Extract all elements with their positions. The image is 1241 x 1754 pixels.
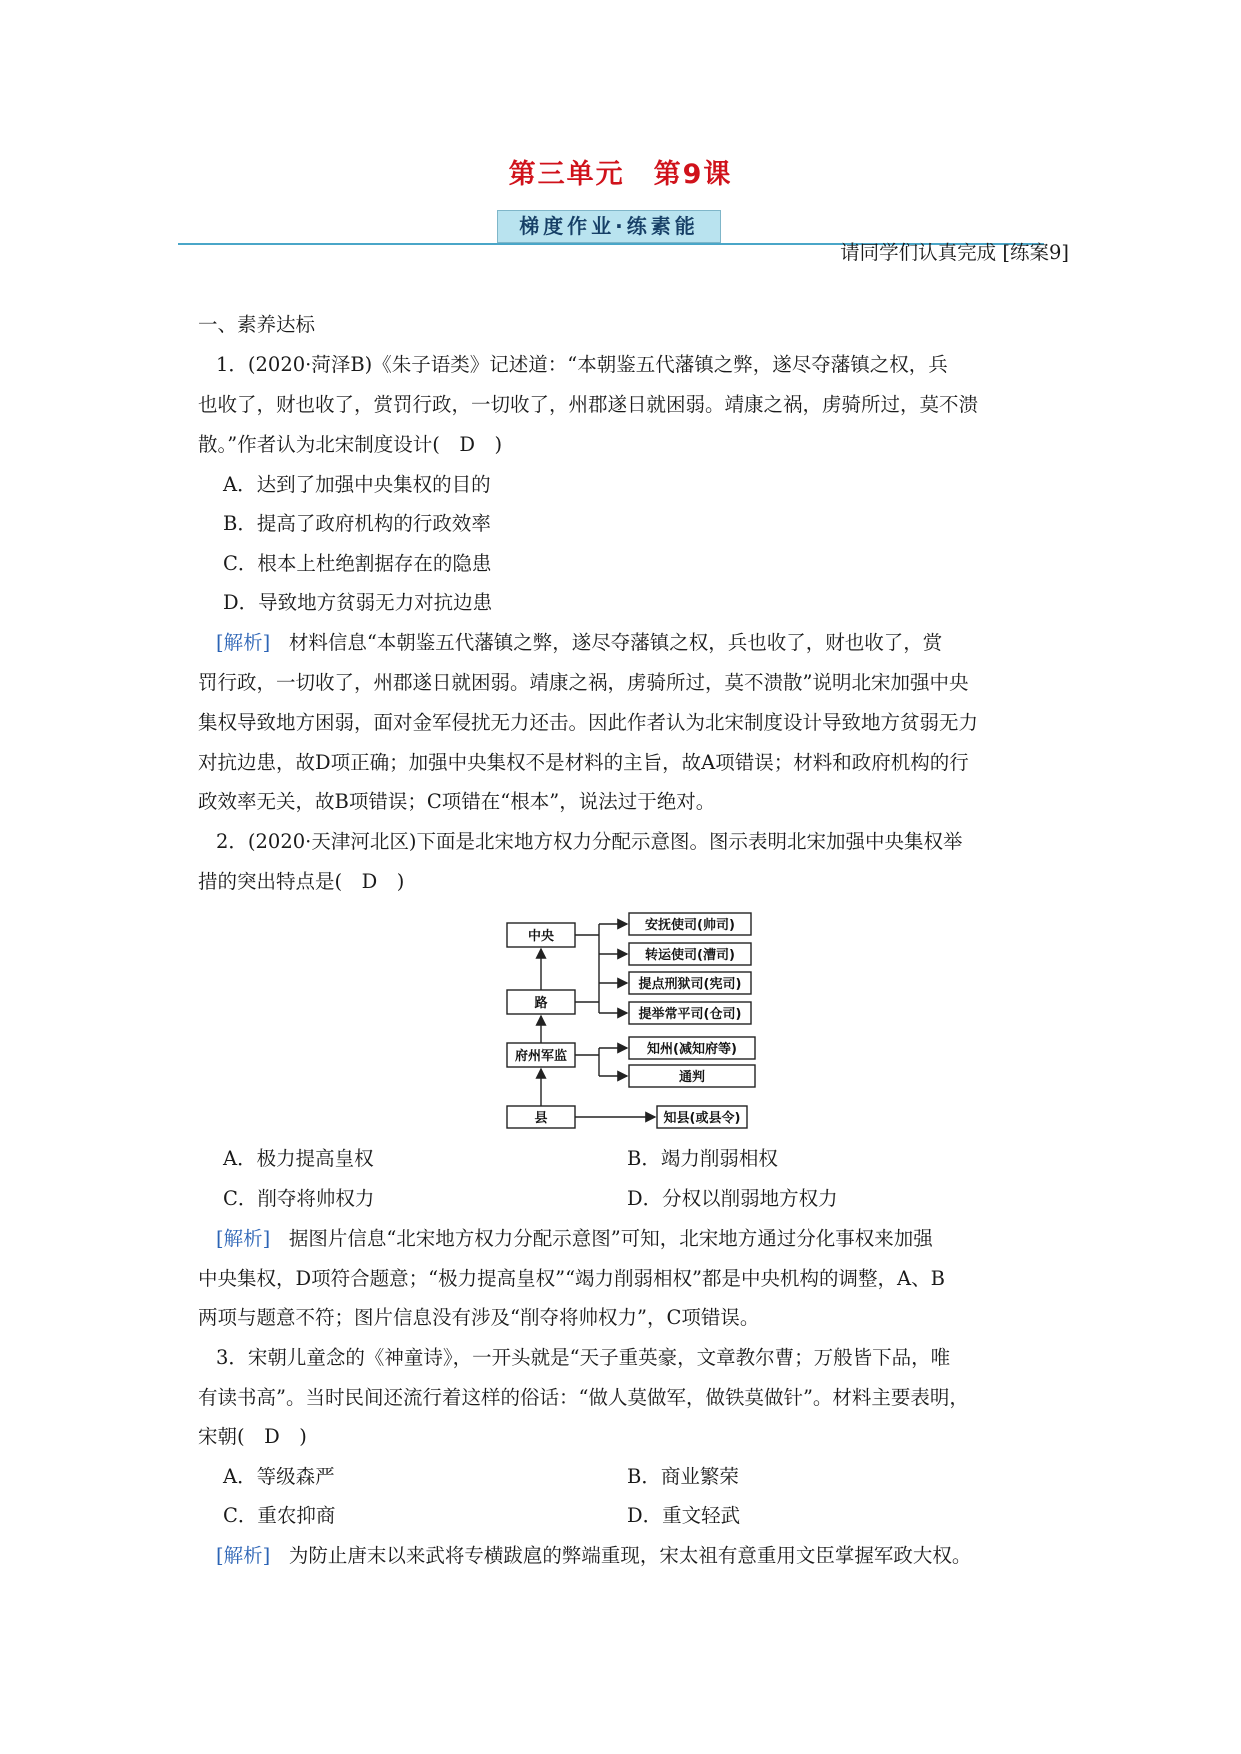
q1-analysis-line: 集权导致地方困弱，面对金军侵扰无力还击。因此作者认为北宋制度设计导致地方贫弱无力: [198, 711, 979, 734]
q1-option-b: B．提高了政府机构的行政效率: [223, 512, 491, 535]
analysis-tag: [解析]: [216, 1227, 271, 1250]
q1-analysis-line: 罚行政，一切收了，州郡遂日就困弱。靖康之祸，虏骑所过，莫不溃散”说明北宋加强中央: [198, 671, 969, 694]
page-title: 第三单元 第9课: [508, 159, 733, 190]
diagram-fu-office: 通判: [678, 1070, 706, 1085]
assignment-note: 请同学们认真完成 [练案9]: [840, 241, 1069, 264]
q3-line: 宋朝( D ): [198, 1425, 307, 1448]
q3-option-b: B．商业繁荣: [627, 1465, 739, 1488]
q1-line: 也收了，财也收了，赏罚行政，一切收了，州郡遂日就困弱。靖康之祸，虏骑所过，莫不溃: [198, 393, 979, 416]
q1-analysis: [216, 630, 942, 656]
diagram-fu-office: 知州(减知府等): [647, 1042, 737, 1057]
q3-line: 有读书高”。当时民间还流行着这样的俗话：“做人莫做军，做铁莫做针”。材料主要表明，: [198, 1386, 969, 1409]
diagram-node-central: 中央: [527, 929, 555, 944]
q3-option-c: C．重农抑商: [223, 1504, 336, 1527]
q1-option-a: A．达到了加强中央集权的目的: [223, 473, 491, 496]
diagram-lu-office: 提举常平司(仓司): [638, 1007, 742, 1022]
q2-option-a: A．极力提高皇权: [223, 1147, 374, 1170]
diagram-node-xian: 县: [534, 1111, 548, 1126]
diagram-lu-office: 转运使司(漕司): [645, 948, 735, 963]
diagram-lu-office: 提点刑狱司(宪司): [638, 977, 742, 992]
q2-analysis-line: 两项与题意不符；图片信息没有涉及“削夺将帅权力”，C项错误。: [198, 1306, 760, 1329]
q1-line: 散。”作者认为北宋制度设计( D ): [198, 433, 503, 456]
q2-analysis-line: 中央集权，D项符合题意；“极力提高皇权”“竭力削弱相权”都是中央机构的调整，A、B: [198, 1267, 945, 1290]
q3-analysis: [216, 1543, 971, 1569]
analysis-text: 材料信息“本朝鉴五代藩镇之弊，遂尽夺藩镇之权，兵也收了，财也收了，赏: [288, 631, 943, 654]
diagram-node-lu: 路: [534, 996, 548, 1011]
analysis-tag: [解析]: [216, 631, 271, 654]
analysis-tag: [解析]: [216, 1544, 271, 1567]
diagram-xian-office: 知县(或县令): [663, 1111, 741, 1126]
q3-option-d: D．重文轻武: [627, 1504, 741, 1527]
power-distribution-diagram: [505, 908, 765, 1133]
section-title: 一、素养达标: [198, 313, 316, 336]
q1-option-d: D．导致地方贫弱无力对抗边患: [223, 591, 493, 614]
analysis-text: 为防止唐末以来武将专横跋扈的弊端重现，宋太祖有意重用文臣掌握军政大权。: [288, 1544, 972, 1567]
q2-option-c: C．削夺将帅权力: [223, 1187, 375, 1210]
diagram-node-fu: 府州军监: [514, 1049, 568, 1064]
diagram-lu-office: 安抚使司(帅司): [645, 918, 735, 933]
q1-analysis-line: 对抗边患，故D项正确；加强中央集权不是材料的主旨，故A项错误；材料和政府机构的行: [198, 751, 969, 774]
q3-line: 3．宋朝儿童念的《神童诗》，一开头就是“天子重英豪，文章教尔曹；万般皆下品，唯: [216, 1346, 951, 1369]
analysis-text: 据图片信息“北宋地方权力分配示意图”可知，北宋地方通过分化事权来加强: [288, 1227, 933, 1250]
q3-option-a: A．等级森严: [223, 1465, 335, 1488]
section-banner: 梯度作业·练素能: [497, 210, 721, 243]
q2-option-d: D．分权以削弱地方权力: [627, 1187, 838, 1210]
q1-line: 1．(2020·菏泽B)《朱子语类》记述道：“本朝鉴五代藩镇之弊，遂尽夺藩镇之权，兵: [216, 353, 948, 376]
q2-option-b: B．竭力削弱相权: [627, 1147, 778, 1170]
q2-line: 2．(2020·天津河北区)下面是北宋地方权力分配示意图。图示表明北宋加强中央集权举: [216, 830, 963, 853]
q1-option-c: C．根本上杜绝割据存在的隐患: [223, 552, 492, 575]
q2-line: 措的突出特点是( D ): [198, 870, 405, 893]
q1-analysis-line: 政效率无关，故B项错误；C项错在“根本”，说法过于绝对。: [198, 790, 716, 813]
q2-analysis: [216, 1226, 933, 1252]
